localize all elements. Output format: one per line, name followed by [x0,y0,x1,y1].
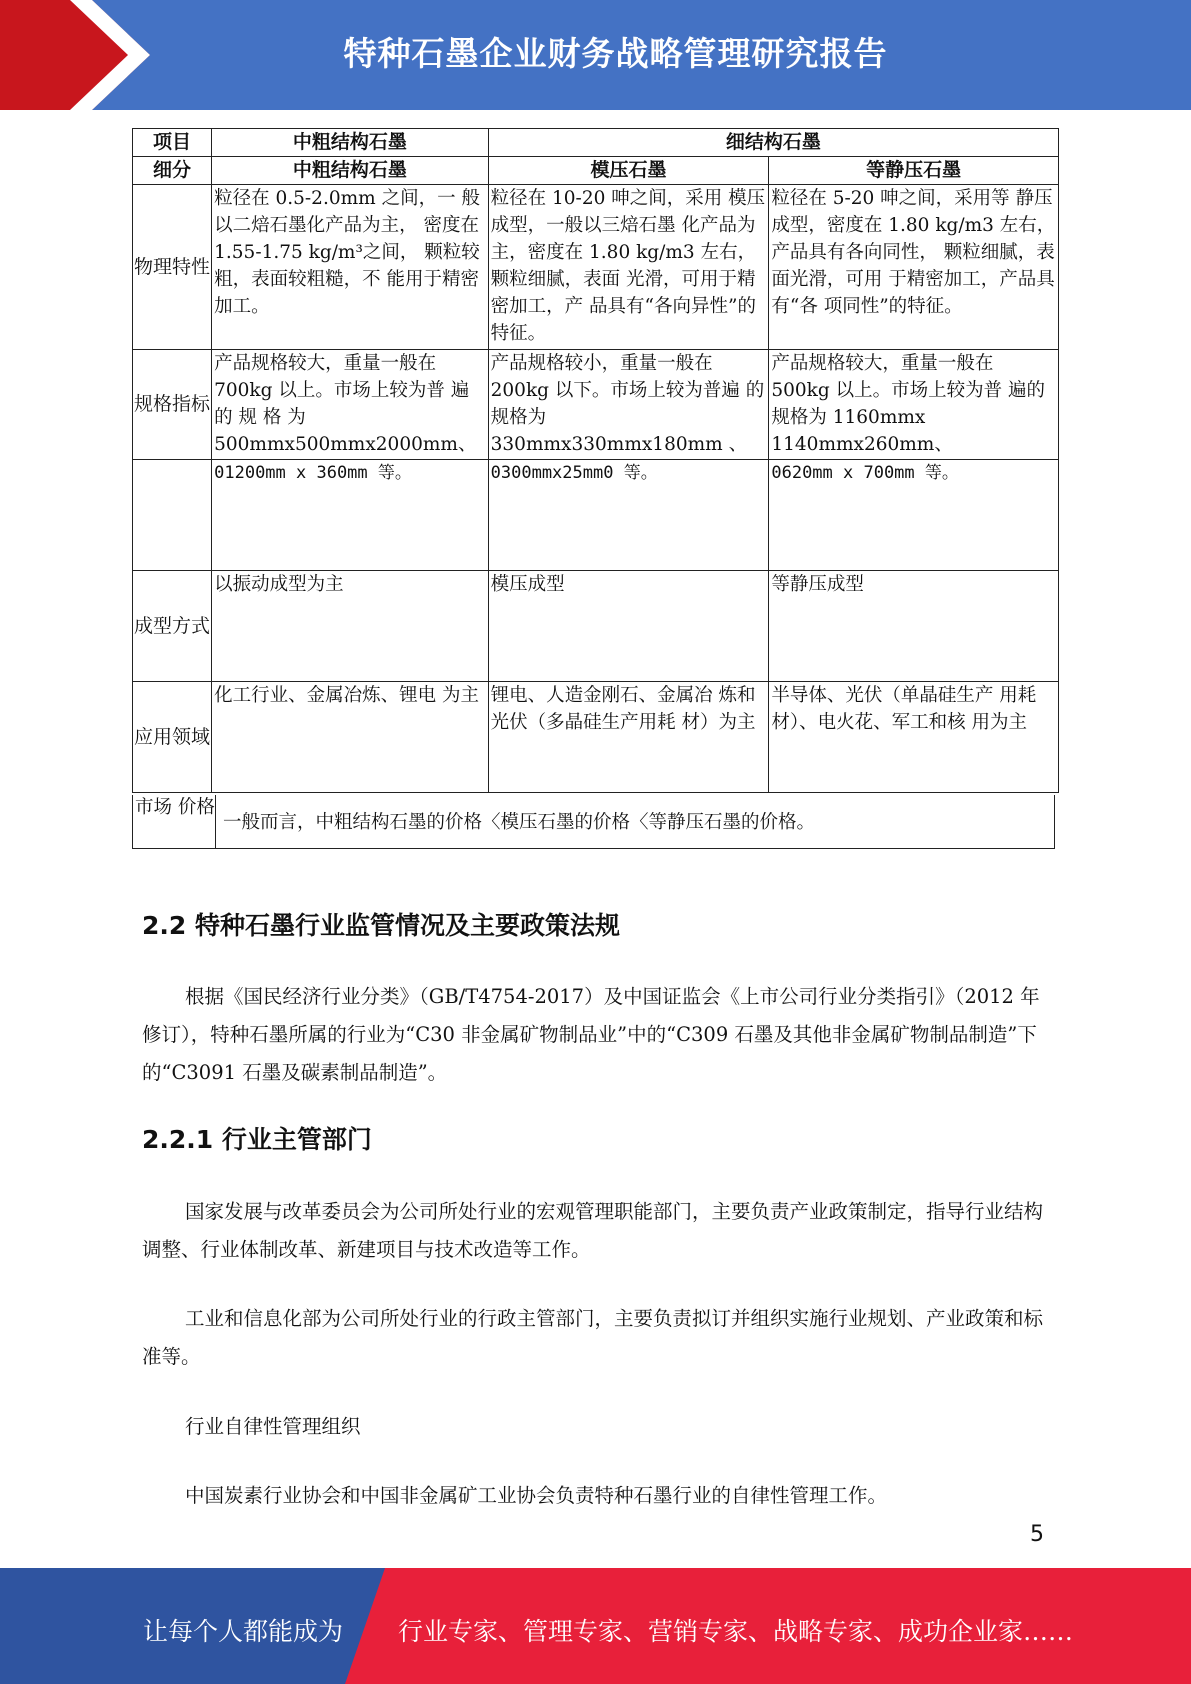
graphite-comparison-table [132,128,1059,793]
table-row [133,157,1059,185]
header-title: 特种石墨企业财务战略管理研究报告 [343,34,888,73]
row-label: 应用领域 [133,682,212,793]
section-heading: 2.2 特种石墨行业监管情况及主要政策法规 [142,911,620,940]
row-label [133,460,212,571]
row-label: 成型方式 [133,571,212,682]
footer-slogan-left: 让每个人都能成为 [143,1617,344,1646]
table-cell: 产品规格较大，重量一般在 500kg 以上。市场上较为普 遍的规格为 1160mmx 1140mmx260mm、 [769,350,1059,460]
table-cell: 锂电、人造金刚石、金属冶 炼和光伏（多晶硅生产用耗 材）为主 [488,682,769,793]
section-heading: 2.2.1 行业主管部门 [142,1125,372,1154]
page-header [0,0,1191,110]
table-cell: 等静压成型 [769,571,1059,682]
table-header-cell: 细分 [133,157,212,185]
table-row [133,682,1059,793]
table-cell: 粒径在 0.5-2.0mm 之间，一 般以二焙石墨化产品为主， 密度在 1.55-1.75 kg/m³之间， 颗粒较粗，表面较粗糙，不 能用于精密加工。 [212,185,489,350]
table-cell: 半导体、光伏（单晶硅生产 用耗材）、电火花、军工和核 用为主 [769,682,1059,793]
paragraph: 国家发展与改革委员会为公司所处行业的宏观管理职能部门，主要负责产业政策制定，指导行业结构调整、行业体制改革、新建项目与技术改造等工作。 [142,1200,1044,1261]
table-cell: 01200mm x 360mm 等。 [212,460,489,571]
page-number: 5 [1030,1522,1044,1547]
table-header-cell: 中粗结构石墨 [212,157,489,185]
table-row [133,350,1059,460]
table-cell: 以振动成型为主 [212,571,489,682]
table-row [133,460,1059,571]
table-row [133,129,1059,157]
table-row [133,571,1059,682]
paragraph: 工业和信息化部为公司所处行业的行政主管部门，主要负责拟订并组织实施行业规划、产业政策和标准等。 [142,1307,1044,1368]
table-header-cell: 中粗结构石墨 [212,129,489,157]
table-header-cell: 细结构石墨 [488,129,1058,157]
table-cell: 化工行业、金属冶炼、锂电 为主 [212,682,489,793]
table-row [133,185,1059,350]
header-arrow-decoration [0,0,150,110]
table-cell: 粒径在 10-20 呻之间，采用 模压成型，一般以三焙石墨 化产品为主，密度在 1.80 kg/m3 左右，颗粒细腻，表面 光滑，可用于精密加工，产 品具有“各向异性”的特征。 [488,185,769,350]
table-header-cell: 等静压石墨 [769,157,1059,185]
table-cell: 粒径在 5-20 呻之间，采用等 静压成型，密度在 1.80 kg/m3 左右，产品具有各向同性， 颗粒细腻，表面光滑，可用 于精密加工，产品具有“各 项同性”的特征。 [769,185,1059,350]
market-price-row [132,795,1055,849]
paragraph: 行业自律性管理组织 [185,1415,361,1438]
row-label: 市场 价格 [133,795,216,848]
table-header-cell: 模压石墨 [488,157,769,185]
footer-slogan-right: 行业专家、管理专家、营销专家、战略专家、成功企业家…… [398,1617,1074,1646]
table-cell: 产品规格较小，重量一般在 200kg 以下。市场上较为普遍 的规格为 330mmx330mmx180mm 、 [488,350,769,460]
table-cell: 0300mmx25mm0 等。 [488,460,769,571]
table-cell: 一般而言，中粗结构石墨的价格〈模压石墨的价格〈等静压石墨的价格。 [223,812,816,833]
row-label: 规格指标 [133,350,212,460]
table-cell: 0620mm x 700mm 等。 [769,460,1059,571]
table-header-cell: 项目 [133,129,212,157]
paragraph: 根据《国民经济行业分类》（GB/T4754-2017）及中国证监会《上市公司行业分类指引》（2012 年修订），特种石墨所属的行业为“C30 非金属矿物制品业”中的“C309 石墨及其他非金属矿物制品制造”下的“C3091 石墨及碳素制品制造”。 [142,985,1040,1084]
table-cell: 模压成型 [488,571,769,682]
table-cell: 产品规格较大，重量一般在 700kg 以上。市场上较为普 遍 的 规 格 为 500mmx500mmx2000mm、 [212,350,489,460]
row-label: 物理特性 [133,185,212,350]
paragraph: 中国炭素行业协会和中国非金属矿工业协会负责特种石墨行业的自律性管理工作。 [185,1484,888,1507]
